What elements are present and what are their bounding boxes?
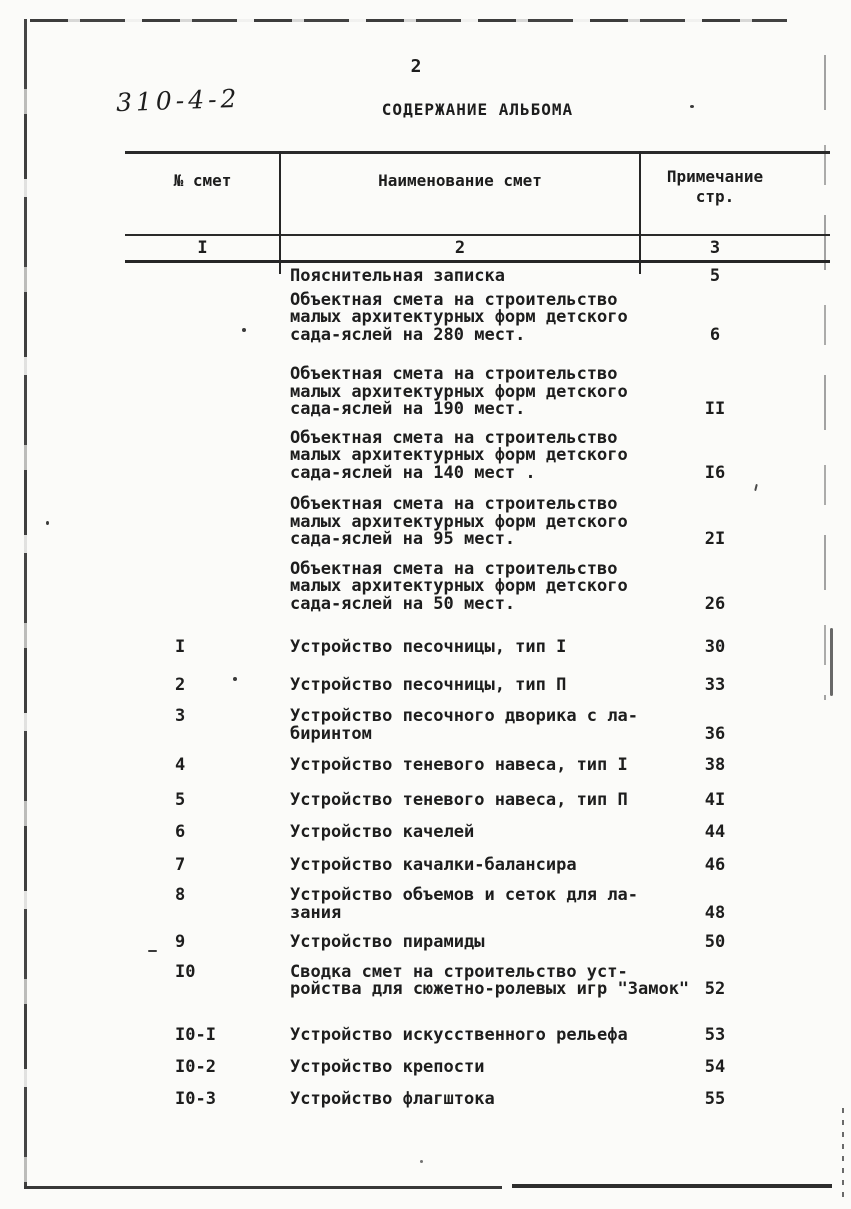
- estimate-name-line: Устройство песочницы, тип П: [290, 674, 567, 695]
- estimate-name-cell: [280, 961, 690, 999]
- estimate-number-cell: 9: [175, 932, 186, 952]
- estimate-name-line: сада-яслей на 280 мест.: [290, 324, 526, 345]
- estimate-number-cell: 7: [175, 854, 186, 875]
- page-number-cell: 6: [709, 324, 721, 345]
- table-body: [125, 268, 830, 1108]
- estimate-name-line: ройства для сюжетно-ролевых игр "Замок": [290, 979, 690, 999]
- table-header-row: [125, 151, 830, 236]
- estimate-name-line: малых архитектурных форм детского: [290, 381, 628, 402]
- table-row: [125, 961, 830, 999]
- scan-artifact: [830, 628, 833, 696]
- estimate-name-line: сада-яслей на 190 мест.: [290, 399, 526, 419]
- table-row: [125, 824, 830, 842]
- page-border-left: [24, 19, 27, 1189]
- table-row: [125, 1088, 830, 1109]
- estimate-name-line: Устройство искусственного рельефа: [290, 1024, 628, 1045]
- estimate-name-line: Сводка смет на строительство уст-: [290, 961, 628, 982]
- header-note-line1: Примечание: [666, 167, 764, 186]
- scan-artifact: [420, 1160, 423, 1163]
- page-border-bottom: [24, 1186, 502, 1189]
- estimate-name-cell: [280, 708, 640, 743]
- estimate-name-line: биринтом: [290, 723, 372, 744]
- estimate-number-cell: I0: [175, 961, 196, 982]
- estimate-name-cell: [280, 1024, 640, 1045]
- page-title: СОДЕРЖАНИЕ АЛЬБОМА: [381, 100, 574, 119]
- estimate-number-cell: I0-I: [175, 1024, 216, 1045]
- estimate-name-line: Пояснительная записка: [290, 266, 505, 286]
- page-number-cell: 36: [704, 723, 726, 744]
- estimate-name-line: Объектная смета на строительство: [290, 289, 618, 310]
- column-divider-line: [279, 151, 281, 274]
- estimate-name-line: Устройство песочницы, тип I: [290, 637, 567, 657]
- estimate-name-line: Устройство пирамиды: [290, 932, 485, 952]
- estimate-name-line: сада-яслей на 50 мест.: [290, 593, 516, 614]
- estimate-name-cell: [280, 934, 640, 952]
- page-border-bottom: [512, 1184, 832, 1188]
- page-number-cell: 5: [709, 266, 721, 286]
- page-number-cell: 30: [704, 637, 726, 657]
- estimate-number-cell: I: [175, 637, 186, 657]
- estimate-name-cell: [280, 639, 640, 657]
- estimate-name-line: малых архитектурных форм детского: [290, 576, 628, 596]
- page-number-cell: 33: [704, 674, 726, 695]
- estimate-name-line: Объектная смета на строительство: [290, 494, 618, 514]
- scan-artifact: [842, 1108, 844, 1204]
- page-number-cell: 55: [704, 1088, 726, 1109]
- estimate-name-line: Устройство объемов и сеток для ла-: [290, 885, 638, 905]
- page-number-cell: 52: [704, 979, 726, 999]
- estimate-name-line: Устройство флагштока: [290, 1088, 495, 1109]
- table-row: [125, 639, 830, 657]
- estimate-name-cell: [280, 757, 640, 775]
- table-row: [125, 708, 830, 743]
- estimate-number-cell: 6: [175, 822, 186, 842]
- page-number-cell: 54: [704, 1057, 726, 1077]
- document-code-handwritten: 310-4-2: [115, 83, 241, 118]
- estimate-number-cell: I0-2: [175, 1057, 216, 1077]
- estimate-name-cell: [280, 1088, 640, 1109]
- header-estimate-number: № смет: [173, 171, 232, 190]
- page-number-cell: 26: [704, 593, 726, 614]
- estimate-name-line: Устройство теневого навеса, тип I: [290, 755, 628, 775]
- estimate-name-line: Устройство качелей: [290, 822, 475, 842]
- table-row: [125, 854, 830, 875]
- page-border-top: [30, 19, 787, 22]
- page-number-cell: 38: [704, 755, 726, 775]
- estimate-name-cell: [280, 268, 640, 286]
- page-number-cell: 48: [704, 902, 726, 923]
- table-row: [125, 268, 830, 286]
- page-number-cell: 2I: [704, 529, 726, 549]
- estimate-name-line: Объектная смета на строительство: [290, 558, 618, 579]
- estimate-name-cell: [280, 558, 640, 614]
- column-index-row: [125, 236, 830, 263]
- estimate-name-line: Объектная смета на строительство: [290, 427, 618, 448]
- column-index-1: I: [197, 238, 208, 258]
- table-row: [125, 289, 830, 345]
- estimate-number-cell: 2: [175, 674, 186, 695]
- estimate-number-cell: 3: [175, 706, 186, 726]
- page-number-cell: 50: [704, 932, 726, 952]
- page-number-cell: I6: [704, 462, 726, 483]
- column-index-3: 3: [709, 238, 721, 258]
- page-number-cell: 46: [704, 854, 726, 875]
- table-row: [125, 427, 830, 483]
- table-row: [125, 757, 830, 775]
- estimate-number-cell: 4: [175, 755, 186, 775]
- estimate-name-cell: [280, 366, 640, 419]
- estimate-name-line: малых архитектурных форм детского: [290, 445, 628, 465]
- page-number-cell: 53: [704, 1024, 726, 1045]
- header-note-page: [640, 154, 830, 234]
- estimate-number-cell: 8: [175, 885, 186, 905]
- estimate-name-cell: [280, 427, 640, 483]
- estimate-name-line: Устройство песочного дворика с ла-: [290, 706, 638, 726]
- table-row: [125, 558, 830, 614]
- estimate-name-line: Устройство теневого навеса, тип П: [290, 789, 628, 810]
- estimate-name-cell: [280, 789, 640, 810]
- table-row: [125, 496, 830, 549]
- estimate-name-line: Устройство качалки-балансира: [290, 854, 577, 875]
- contents-table: [125, 151, 830, 1123]
- estimate-name-line: зания: [290, 902, 342, 923]
- table-row: [125, 674, 830, 695]
- table-row: [125, 934, 830, 952]
- table-row: [125, 1024, 830, 1045]
- header-estimate-name: Наименование смет: [378, 171, 542, 190]
- page-number-cell: 4I: [704, 789, 726, 810]
- estimate-number-cell: I0-3: [175, 1088, 216, 1109]
- estimate-name-line: сада-яслей на 140 мест .: [290, 462, 536, 483]
- scan-artifact: [46, 521, 49, 525]
- estimate-name-line: Устройство крепости: [290, 1057, 485, 1077]
- estimate-name-line: сада-яслей на 95 мест.: [290, 529, 516, 549]
- column-divider-line: [639, 151, 641, 274]
- estimate-name-cell: [280, 1059, 640, 1077]
- page-number-cell: II: [704, 399, 726, 419]
- column-index-2: 2: [454, 238, 466, 258]
- estimate-name-cell: [280, 854, 640, 875]
- estimate-name-cell: [280, 824, 640, 842]
- estimate-name-line: малых архитектурных форм детского: [290, 511, 628, 532]
- table-row: [125, 887, 830, 922]
- estimate-name-cell: [280, 289, 640, 345]
- table-row: [125, 789, 830, 810]
- estimate-name-line: Объектная смета на строительство: [290, 364, 618, 384]
- estimate-name-cell: [280, 887, 640, 922]
- estimate-name-line: малых архитектурных форм детского: [290, 307, 628, 327]
- estimate-name-cell: [280, 674, 640, 695]
- header-note-line2: стр.: [695, 187, 735, 206]
- estimate-name-cell: [280, 496, 640, 549]
- table-row: [125, 366, 830, 419]
- estimate-number-cell: 5: [175, 789, 186, 810]
- page-number: 2: [410, 56, 422, 77]
- table-row: [125, 1059, 830, 1077]
- page-number-cell: 44: [704, 822, 726, 842]
